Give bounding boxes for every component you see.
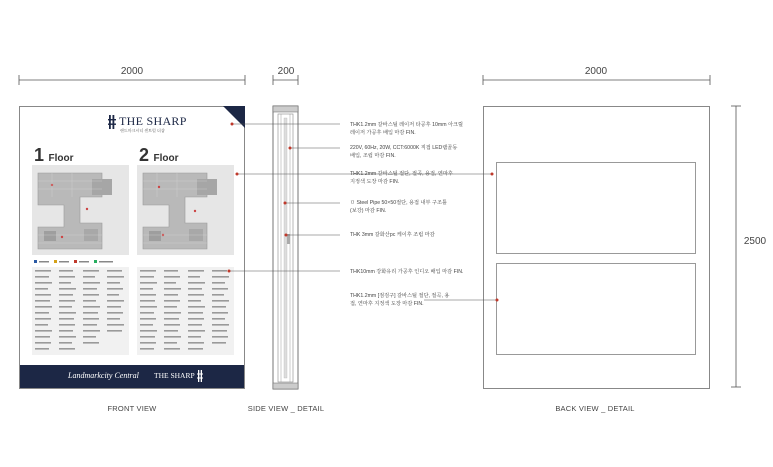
front-width-label: 2000 (120, 66, 144, 77)
back-view-label: BACK VIEW _ DETAIL (555, 404, 635, 413)
brand-subtitle: 랜드마크시티 센트럴 더샵 (120, 128, 165, 133)
note-7: THK1.2mm [점검구] 갈바스틸 절단, 절곡, 용 접, 연마후 지정색 도장 마감 FIN. (350, 293, 450, 307)
note-2: 220V, 60Hz, 20W, CCT:6000K 직접 LED램골동 배입, 조립 마감 FIN. (350, 145, 458, 159)
note-1: THK1.2mm 갈바스틸 레이저 타공후 10mm 아크릴 레이저 가공후 배입 마감 FIN. (350, 122, 463, 136)
note-4: ㅁ Steel Pipe 50×50절단, 용접 내부 구조틀 (보강) 마감 FIN. (350, 200, 447, 214)
note-3: THK1.2mm 갈바스틸 절단, 절곡, 용접, 연마후 지정색 도장 마감 FIN. (350, 171, 453, 185)
note-6: THK10mm 강화유리 가공후 인디오 배입 마감 FIN. (350, 269, 464, 275)
footer-location-text: Landmarkcity Central (68, 371, 139, 380)
floor1-number: 1 (34, 145, 45, 165)
footer-brand-text: THE SHARP (154, 371, 195, 380)
floor2-number: 2 (139, 145, 150, 165)
back-width-label: 2000 (584, 66, 608, 77)
floor2-word: Floor (153, 153, 179, 164)
height-label: 2500 (743, 236, 767, 247)
side-width-label: 200 (277, 66, 295, 77)
side-view-label: SIDE VIEW _ DETAIL (247, 404, 325, 413)
front-view-label: FRONT VIEW (107, 404, 157, 413)
floor1-word: Floor (48, 153, 74, 164)
note-5: THK 3mm 갈화산pc 케이후 조립 마감 (350, 232, 435, 238)
brand-name: THE SHARP (119, 114, 187, 128)
